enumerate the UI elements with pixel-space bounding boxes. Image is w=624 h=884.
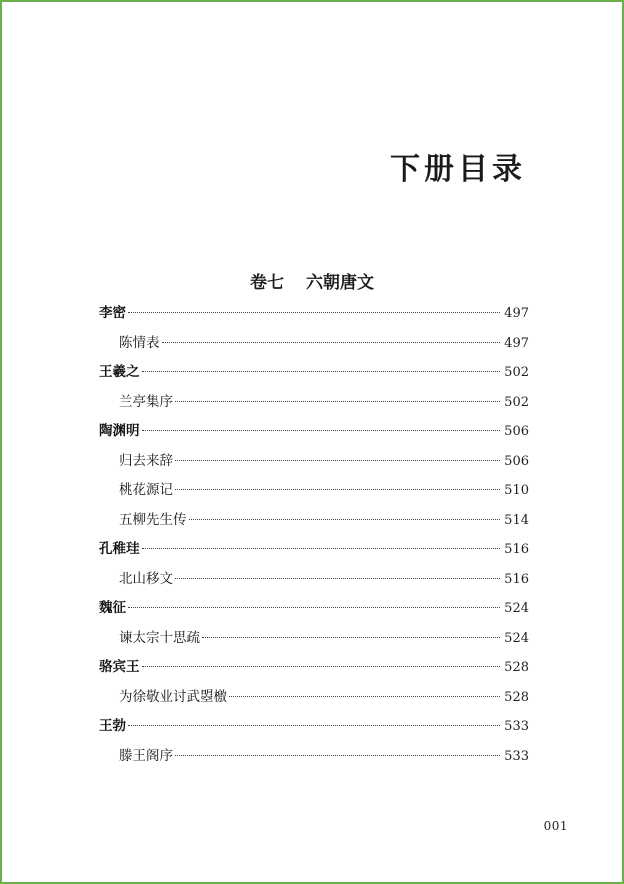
toc-author-row[interactable]: [99, 417, 529, 447]
toc-page-number: 528: [504, 660, 529, 675]
toc-author-row[interactable]: [99, 712, 529, 742]
dot-leader: [175, 460, 500, 461]
author-name: 孔稚珪: [99, 541, 140, 557]
toc-work-row[interactable]: [99, 565, 529, 595]
work-title: 陈情表: [119, 334, 160, 351]
toc-work-row[interactable]: [99, 683, 529, 713]
table-of-contents: [99, 299, 529, 771]
dot-leader: [175, 489, 500, 490]
toc-page-number: 528: [504, 689, 529, 705]
dot-leader: [175, 755, 500, 756]
toc-page-number: 524: [504, 601, 529, 616]
toc-page-number: 502: [504, 365, 529, 380]
work-title: 为徐敬业讨武曌檄: [119, 688, 227, 705]
dot-leader: [202, 637, 500, 638]
toc-work-row[interactable]: [99, 329, 529, 359]
author-name: 陶渊明: [99, 423, 140, 439]
dot-leader: [142, 430, 501, 431]
toc-author-row[interactable]: [99, 535, 529, 565]
toc-page-number: 497: [504, 306, 529, 321]
dot-leader: [229, 696, 500, 697]
toc-page-number: 533: [504, 748, 529, 764]
toc-page-number: 506: [504, 453, 529, 469]
toc-page-number: 516: [504, 542, 529, 557]
toc-work-row[interactable]: [99, 447, 529, 477]
toc-author-row[interactable]: [99, 594, 529, 624]
dot-leader: [128, 312, 500, 313]
toc-work-row[interactable]: [99, 388, 529, 418]
page-number: 001: [543, 819, 568, 833]
toc-work-row[interactable]: [99, 506, 529, 536]
author-name: 王羲之: [99, 364, 140, 380]
author-name: 李密: [99, 305, 126, 321]
dot-leader: [142, 548, 501, 549]
work-title: 归去来辞: [119, 452, 173, 469]
section-heading: [2, 268, 622, 293]
toc-work-row[interactable]: [99, 476, 529, 506]
toc-work-row[interactable]: [99, 624, 529, 654]
dot-leader: [128, 607, 500, 608]
toc-work-row[interactable]: [99, 742, 529, 772]
dot-leader: [128, 725, 500, 726]
toc-page-number: 497: [504, 335, 529, 351]
work-title: 桃花源记: [119, 482, 173, 498]
work-title: 北山移文: [119, 570, 173, 587]
toc-author-row[interactable]: [99, 653, 529, 683]
dot-leader: [142, 666, 501, 667]
author-name: 骆宾王: [99, 659, 140, 675]
author-name: 王勃: [99, 718, 126, 734]
toc-page-number: 516: [504, 571, 529, 587]
work-title: 谏太宗十思疏: [119, 629, 200, 646]
dot-leader: [162, 342, 501, 343]
toc-author-row[interactable]: [99, 299, 529, 329]
toc-page-number: 514: [504, 512, 529, 528]
section-name: 六朝唐文: [306, 273, 374, 293]
dot-leader: [175, 401, 500, 402]
author-name: 魏征: [99, 600, 126, 616]
toc-page-number: 502: [504, 394, 529, 410]
work-title: 滕王阁序: [119, 747, 173, 764]
page-title: 下册目录: [390, 152, 526, 187]
toc-page-number: 533: [504, 719, 529, 734]
work-title: 五柳先生传: [119, 511, 187, 528]
toc-page-number: 524: [504, 630, 529, 646]
dot-leader: [189, 519, 501, 520]
toc-page-number: 506: [504, 424, 529, 439]
dot-leader: [175, 578, 500, 579]
dot-leader: [142, 371, 501, 372]
volume-label: 卷七: [250, 273, 284, 293]
toc-author-row[interactable]: [99, 358, 529, 388]
toc-page-number: 510: [504, 483, 529, 498]
work-title: 兰亭集序: [119, 393, 173, 410]
